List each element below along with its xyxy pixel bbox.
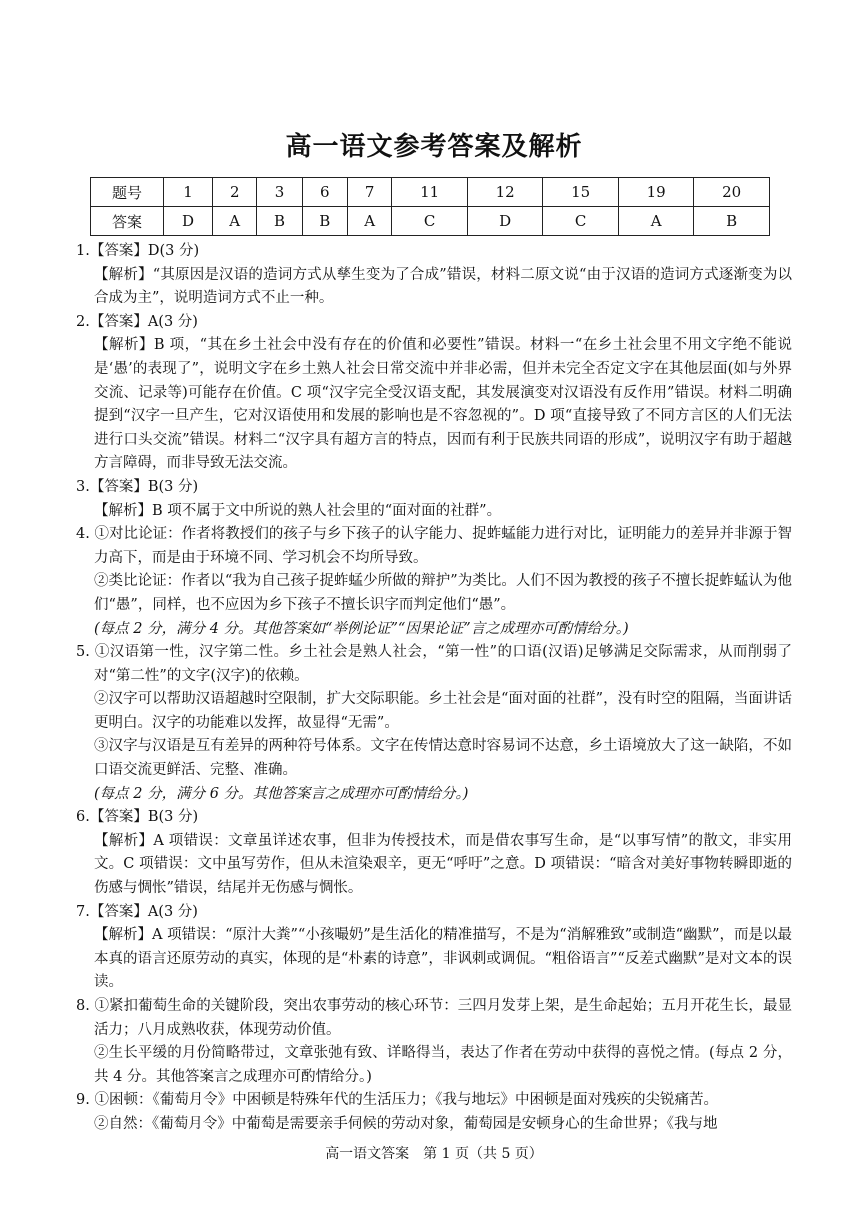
text-line: ②汉字可以帮助汉语超越时空限制，扩大交际职能。乡土社会是“面对面的社群”，没有时空的阻隔，当面讲话更明白。汉字的功能难以发挥，故显得“无需”。 bbox=[94, 691, 792, 731]
question-number: 11 bbox=[392, 178, 468, 207]
text-line: ③汉字与汉语是互有差异的两种符号体系。文字在传情达意时容易词不达意，乡土语境放大了这一缺陷，不如口语交流更鲜活、完整、准确。 bbox=[94, 738, 792, 779]
text-line: (每点 2 分，满分 6 分。其他答案言之成理亦可酌情给分。) bbox=[94, 785, 469, 802]
question-number: 1 bbox=[164, 178, 213, 207]
text-line: 6.【答案】B(3 分) bbox=[76, 809, 199, 826]
answer-cell: C bbox=[543, 207, 619, 236]
answer-cell: D bbox=[467, 207, 543, 236]
question-number: 6 bbox=[302, 178, 347, 207]
text-line: 9. ①困顿：《葡萄月令》中困顿是特殊年代的生活压力；《我与地坛》中困顿是面对残疾的尖锐痛苦。 bbox=[76, 1092, 718, 1109]
text-line: ②生长平缓的月份简略带过，文章张弛有致、详略得当，表达了作者在劳动中获得的喜悦之情。(每点 2 分，共 4 分。其他答案言之成理亦可酌情给分。) bbox=[94, 1045, 792, 1085]
page-title: 高一语文参考答案及解析 bbox=[285, 132, 583, 162]
table-row bbox=[91, 178, 770, 207]
question-number: 2 bbox=[212, 178, 257, 207]
answer-table bbox=[90, 177, 770, 236]
text-line: 5. ①汉语第一性，汉字第二性。乡土社会是熟人社会，“第一性”的口语(汉语)足够满足交际需求，从而削弱了对“第二性”的文字(汉字)的依赖。 bbox=[76, 644, 792, 684]
answer-cell: B bbox=[257, 207, 302, 236]
text-line: 2.【答案】A(3 分) bbox=[76, 313, 198, 330]
question-number: 19 bbox=[618, 178, 694, 207]
answer-cell: B bbox=[694, 207, 770, 236]
question-number: 12 bbox=[467, 178, 543, 207]
answer-cell: A bbox=[347, 207, 392, 236]
text-line: ②自然：《葡萄月令》中葡萄是需要亲手伺候的劳动对象，葡萄园是安顿身心的生命世界；《我与地 bbox=[94, 1115, 718, 1132]
text-line: ②类比论证：作者以“我为自己孩子捉蚱蜢少所做的辩护”为类比。人们不因为教授的孩子不擅长捉蚱蜢认为他们“愚”，同样，也不应因为乡下孩子不擅长识字而判定他们“愚”。 bbox=[94, 573, 792, 613]
page-footer: 高一语文答案 第 1 页（共 5 页） bbox=[325, 1146, 543, 1162]
row-label: 题号 bbox=[91, 178, 164, 207]
question-number: 3 bbox=[257, 178, 302, 207]
question-number: 7 bbox=[347, 178, 392, 207]
question-number: 15 bbox=[543, 178, 619, 207]
text-line: 【解析】B 项不属于文中所说的熟人社会里的“面对面的社群”。 bbox=[94, 502, 502, 519]
text-line: 【解析】A 项错误：文章虽详述农事，但非为传授技术，而是借农事写生命，是“以事写情”的散文，非实用文。C 项错误：文中虽写劳作，但从未渲染艰辛，更无“呼吁”之意。D 项错误：“暗含对美好事物转瞬即逝的伤感与惆怅”错误，结尾并无伤感与惆怅。 bbox=[94, 832, 792, 897]
text-line: 8. ①紧扣葡萄生命的关键阶段，突出农事劳动的核心环节：三四月发芽上架，是生命起始；五月开花生长，最显活力；八月成熟收获，体现劳动价值。 bbox=[76, 998, 792, 1038]
row-label: 答案 bbox=[91, 207, 164, 236]
text-line: 4. ①对比论证：作者将教授们的孩子与乡下孩子的认字能力、捉蚱蜢能力进行对比，证明能力的差异并非源于智力高下，而是由于环境不同、学习机会不均所导致。 bbox=[76, 526, 792, 566]
text-line: 【解析】B 项，“其在乡土社会中没有存在的价值和必要性”错误。材料一“在乡土社会里不用文字绝不能说是‘愚’的表现了”，说明文字在乡土熟人社会日常交流中并非必需，但并未完全否定文字在其他层面(如与外界交流、记录等)可能存在价值。C 项“汉字完全受汉语支配，其发展演变对汉语没有反作用”错误。材料二明确提到“汉字一旦产生，它对汉语使用和发展的影响也是不容忽视的”。D 项“直接导致了不同方言区的人们无法进行口头交流”错误。材料二“汉字具有超方言的特点，因而有利于民族共同语的形成”，说明汉字有助于超越方言障碍，而非导致无法交流。 bbox=[94, 337, 792, 472]
text-line: 3.【答案】B(3 分) bbox=[76, 478, 199, 495]
answer-cell: A bbox=[618, 207, 694, 236]
text-line: 【解析】“其原因是汉语的造词方式从孳生变为了合成”错误，材料二原文说“由于汉语的造词方式逐渐变为以合成为主”，说明造词方式不止一种。 bbox=[94, 266, 792, 307]
question-number: 20 bbox=[694, 178, 770, 207]
answer-cell: D bbox=[164, 207, 213, 236]
text-line: 7.【答案】A(3 分) bbox=[76, 903, 198, 920]
text-line: 【解析】A 项错误：“原汁大粪”“小孩嘬奶”是生活化的精准描写，不是为“消解雅致”或制造“幽默”，而是以最本真的语言还原劳动的真实，体现的是“朴素的诗意”，非讽刺或调侃。“粗俗语言”“反差式幽默”是对文本的误读。 bbox=[94, 927, 792, 991]
text-line: 1.【答案】D(3 分) bbox=[76, 243, 200, 259]
answer-cell: B bbox=[302, 207, 347, 236]
text-line: (每点 2 分，满分 4 分。其他答案如“举例论证”“因果论证”言之成理亦可酌情给分。) bbox=[94, 620, 629, 637]
answer-explanations bbox=[76, 240, 792, 1137]
table-row bbox=[91, 207, 770, 236]
answer-cell: C bbox=[392, 207, 468, 236]
answer-cell: A bbox=[212, 207, 257, 236]
